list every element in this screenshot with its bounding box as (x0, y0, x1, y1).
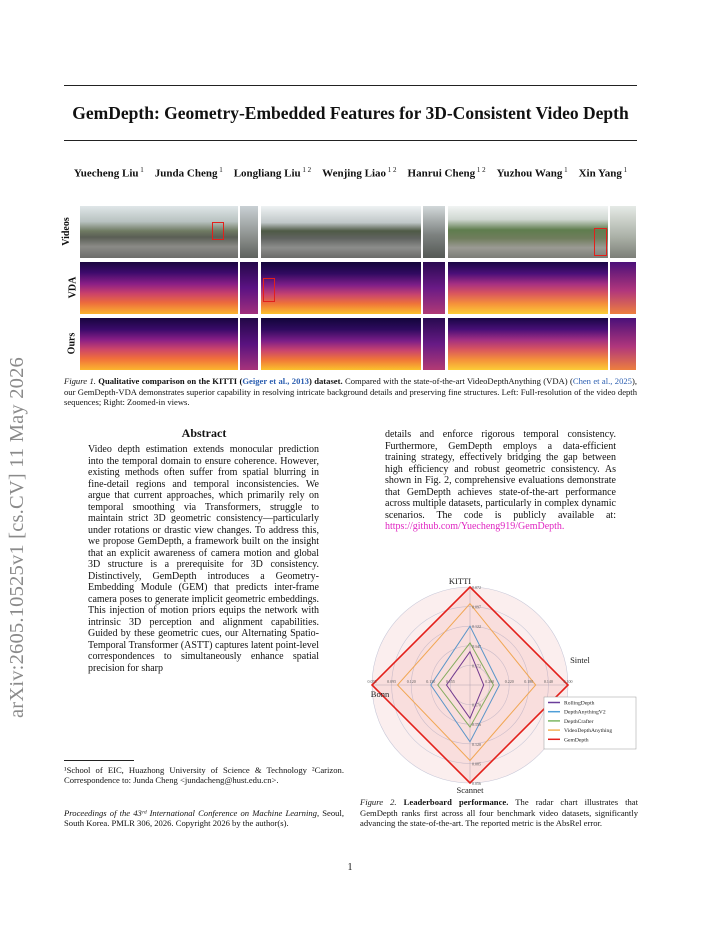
vda-depth-1 (80, 262, 238, 314)
row-label-vda: VDA (67, 276, 79, 299)
axis-label: Sintel (570, 655, 590, 665)
tick-label: 0.095 (387, 679, 397, 684)
legend-label: VideoDepthAnything (564, 728, 613, 735)
arxiv-stamp (6, 258, 42, 718)
paper-title: GemDepth: Geometry-Embedded Features for 3D-Consistent Video Depth (72, 103, 629, 123)
tick-label: 0.055 (367, 679, 377, 684)
axis-label: Bonn (370, 689, 390, 699)
tick-label: 0.056 (472, 781, 481, 786)
separator (239, 206, 240, 370)
tick-label: 0.140 (543, 679, 553, 684)
abstract-heading: Abstract (181, 426, 227, 440)
tick-label: 0.172 (472, 663, 481, 669)
axis-label: Scannet (456, 785, 484, 795)
ours-depth-3 (448, 318, 608, 370)
citation-link[interactable]: Chen et al., 2025 (572, 376, 632, 386)
affiliation-footnote: ¹School of EIC, Huazhong University of Science & Technology ²Carizon. Correspondence to: Junda Cheng <jundacheng@hust.edu.cn>. (64, 765, 344, 786)
video-frame-3 (448, 206, 608, 258)
author-affiliation: 1 (562, 166, 568, 174)
figure-1-caption: Figure 1. Qualitative comparison on the KITTI (Geiger et al., 2013) dataset. Compared with the state-of-the-art VideoDepthAnything (VDA) (Chen et al., 2025), our GemDepth-VDA demonstrates superior capability in resolving intricate background details and preserving fine structures. Left: Full-resolution of the video depth sequences; Right: Zoomed-in views. (64, 376, 637, 408)
separator (609, 206, 610, 370)
author-name: Xin Yang (578, 167, 622, 180)
author-list (64, 166, 637, 180)
tick-label: 0.130 (426, 679, 436, 684)
figure-2-caption: Figure 2. Leaderboard performance. The radar chart illustrates that GemDepth ranks first across all four benchmark video datasets, significantly advancing the state-of-the-art. The reported metric is the AbsRel error. (360, 797, 639, 829)
row-label-ours: Ours (66, 332, 78, 355)
video-frame-2 (261, 206, 421, 258)
page-number: 1 (347, 862, 353, 873)
axis-label: KITTI (448, 576, 472, 586)
tick-label: 0.180 (524, 679, 534, 684)
row-label-videos: Videos (60, 217, 72, 246)
vda-depth-2 (261, 262, 421, 314)
author-name: Longliang Liu (233, 167, 301, 180)
tick-label: 0.120 (406, 679, 416, 684)
legend-label: DepthCrafter (564, 718, 594, 725)
legend-label: DepthAnythingV2 (564, 709, 606, 716)
ours-zoom-1 (240, 318, 258, 370)
ours-depth-1 (80, 318, 238, 370)
abstract-left-column: Video depth estimation extends monocular prediction into the temporal domain to ensure coherence. However, existing methods often suffer from spatial blurring in fine-detail regions and temporal inconsistencies. We argue that current approaches, which primarily rely on temporal smoothing via Transformers, struggle to maintain strict 3D geometric consistency—particularly under rotations or drastic view changes. To address this, we propose GemDepth, a framework built on the insight that an explicit awareness of camera motion and global 3D structure is a prerequisite for 3D consistency. Distinctively, GemDepth introduces a Geometry-Embedding Module (GEM) that predicts inter-frame camera poses to generate implicit geometric embeddings. This injection of motion priors equips the network with intrinsic 3D perception and alignment capabilities. Guided by these geometric cues, our Alternating Spatio-Temporal Transformer (ASTT) captures latent point-level correspondences to simultaneously enhance spatial precision for sharp (88, 444, 319, 674)
author-name: Junda Cheng (154, 167, 218, 180)
tick-label: 0.260 (485, 679, 495, 684)
ours-zoom-3 (610, 318, 636, 370)
zoom-box (594, 228, 607, 256)
author-affiliation: 1 (621, 166, 628, 174)
video-zoom-1 (240, 206, 258, 258)
video-zoom-2 (423, 206, 445, 258)
tick-label: 0.147 (472, 643, 481, 649)
title-rule-top (64, 85, 637, 86)
video-zoom-3 (610, 206, 636, 258)
separator (422, 206, 423, 370)
abstract-right-column: details and enforce rigorous temporal consistency. Furthermore, GemDepth employs a data-efficient training strategy, effectively bridging the gap between high efficiency and robust geometric consistency. As shown in Fig. 2, comprehensive evaluations demonstrate that GemDepth achieves state-of-the-art performance across multiple datasets, particularly in complex dynamic scenarios. The code is publicly available at: https://github.com/Yuecheng919/GemDepth. (385, 429, 616, 532)
title-rule-bottom (64, 140, 637, 141)
author-affiliation: 1 2 (300, 166, 312, 174)
zoom-box (212, 222, 224, 240)
zoom-box (263, 278, 275, 302)
author-name: Hanrui Cheng (407, 167, 476, 180)
author-affiliation: 1 (138, 166, 144, 174)
legend-label: GemDepth (564, 737, 589, 744)
repo-link[interactable]: https://github.com/Yuecheng919/GemDepth. (385, 521, 565, 532)
arxiv-id: arXiv:2605.10525v1 [cs.CV] 11 May 2026 (6, 357, 28, 718)
tick-label: 0.072 (472, 585, 481, 590)
tick-label: 0.220 (504, 679, 514, 684)
legend-label: RollingDepth (564, 700, 595, 707)
author-name: Yuecheng Liu (73, 167, 139, 180)
author-name: Yuzhou Wang (496, 167, 563, 180)
footnote-rule (64, 760, 134, 761)
vda-zoom-3 (610, 262, 636, 314)
ours-depth-2 (261, 318, 421, 370)
author-name: Wenjing Liao (322, 167, 387, 180)
vda-zoom-1 (240, 262, 258, 314)
radar-chart (360, 576, 640, 795)
tick-label: 0.122 (472, 624, 481, 630)
tick-label: 0.120 (472, 741, 481, 747)
figure-1 (60, 206, 637, 372)
ours-zoom-2 (423, 318, 445, 370)
vda-depth-3 (448, 262, 608, 314)
author-affiliation: 1 (217, 166, 223, 174)
tick-label: 0.100 (563, 679, 573, 684)
proceedings-footnote: Proceedings of the 43ʳᵈ International Conference on Machine Learning, Seoul, South Korea. PMLR 306, 2026. Copyright 2026 by the author(s). (64, 808, 344, 829)
author-affiliation: 1 2 (475, 166, 486, 174)
tick-label: 0.155 (445, 679, 455, 684)
citation-link[interactable]: Geiger et al., 2013 (242, 376, 309, 386)
tick-label: 0.156 (472, 722, 481, 728)
vda-zoom-2 (423, 262, 445, 314)
author-affiliation: 1 2 (386, 166, 397, 174)
tick-label: 0.085 (472, 761, 481, 767)
tick-label: 0.170 (472, 702, 481, 708)
tick-label: 0.097 (472, 604, 481, 610)
